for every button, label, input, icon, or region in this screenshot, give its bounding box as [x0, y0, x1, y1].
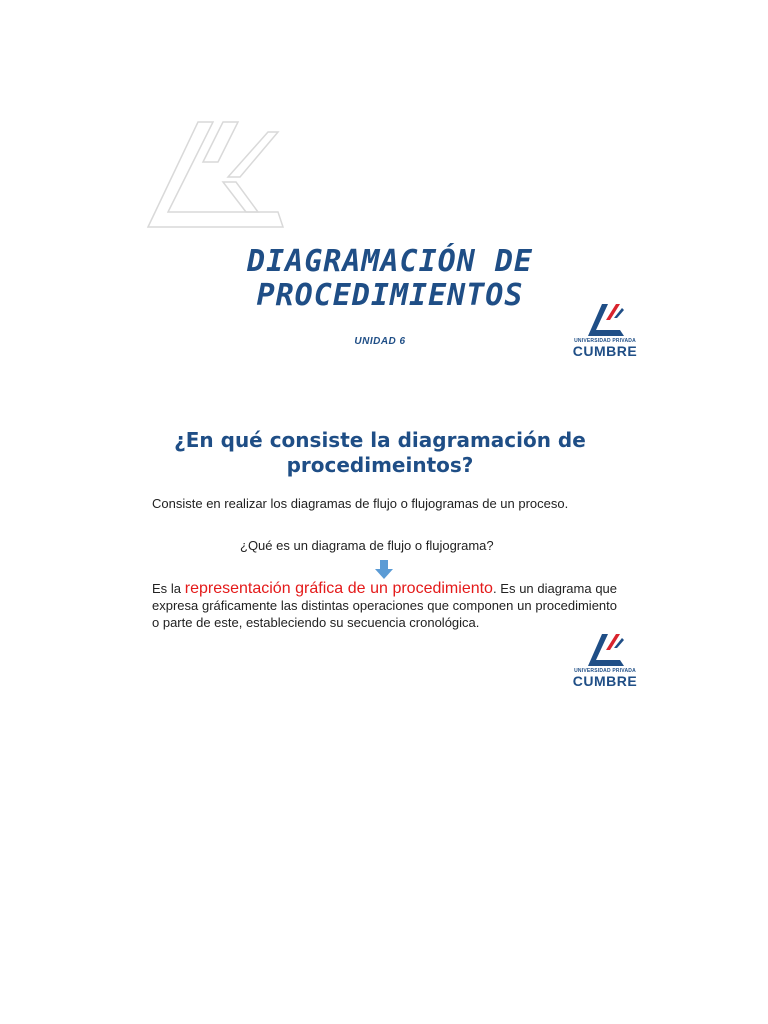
- cumbre-logo-icon: [586, 300, 626, 338]
- logo-small-text: UNIVERSIDAD PRIVADA: [574, 338, 636, 344]
- question-title-line-2: procedimeintos?: [286, 453, 474, 477]
- title-slide: [0, 90, 768, 390]
- answer-paragraph-1: Consiste en realizar los diagramas de flujo o flujogramas de un proceso.: [152, 496, 569, 511]
- answer2-rest: . Es un diagrama que expresa gráficamente las distintas operaciones que componen un procedimiento o parte de este, estableciendo su secuencia cronológica.: [152, 581, 618, 630]
- question-title-line-1: ¿En qué consiste la diagramación de: [174, 428, 586, 452]
- cumbre-logo: [572, 630, 642, 688]
- question-title: [170, 428, 590, 478]
- title-line-1: DIAGRAMACIÓN DE: [247, 244, 533, 279]
- answer2-highlight: representación gráfica de un procedimiento: [184, 580, 493, 597]
- answer2-prefix: Es la: [152, 581, 185, 596]
- title-line-2: PROCEDIMIENTOS: [256, 278, 524, 313]
- answer-paragraph-2: [152, 580, 617, 631]
- cumbre-logo: [572, 300, 642, 358]
- unit-subtitle: UNIDAD 6: [354, 336, 406, 347]
- content-slide: [0, 420, 768, 710]
- logo-name: CUMBRE: [572, 673, 638, 689]
- slide-title: [180, 245, 600, 313]
- cumbre-logo-watermark: [128, 102, 298, 242]
- question-paragraph-2: ¿Qué es un diagrama de flujo o flujograma?: [240, 538, 494, 553]
- cumbre-logo-icon: [586, 630, 626, 668]
- logo-name: CUMBRE: [572, 343, 638, 359]
- logo-small-text: UNIVERSIDAD PRIVADA: [574, 668, 636, 674]
